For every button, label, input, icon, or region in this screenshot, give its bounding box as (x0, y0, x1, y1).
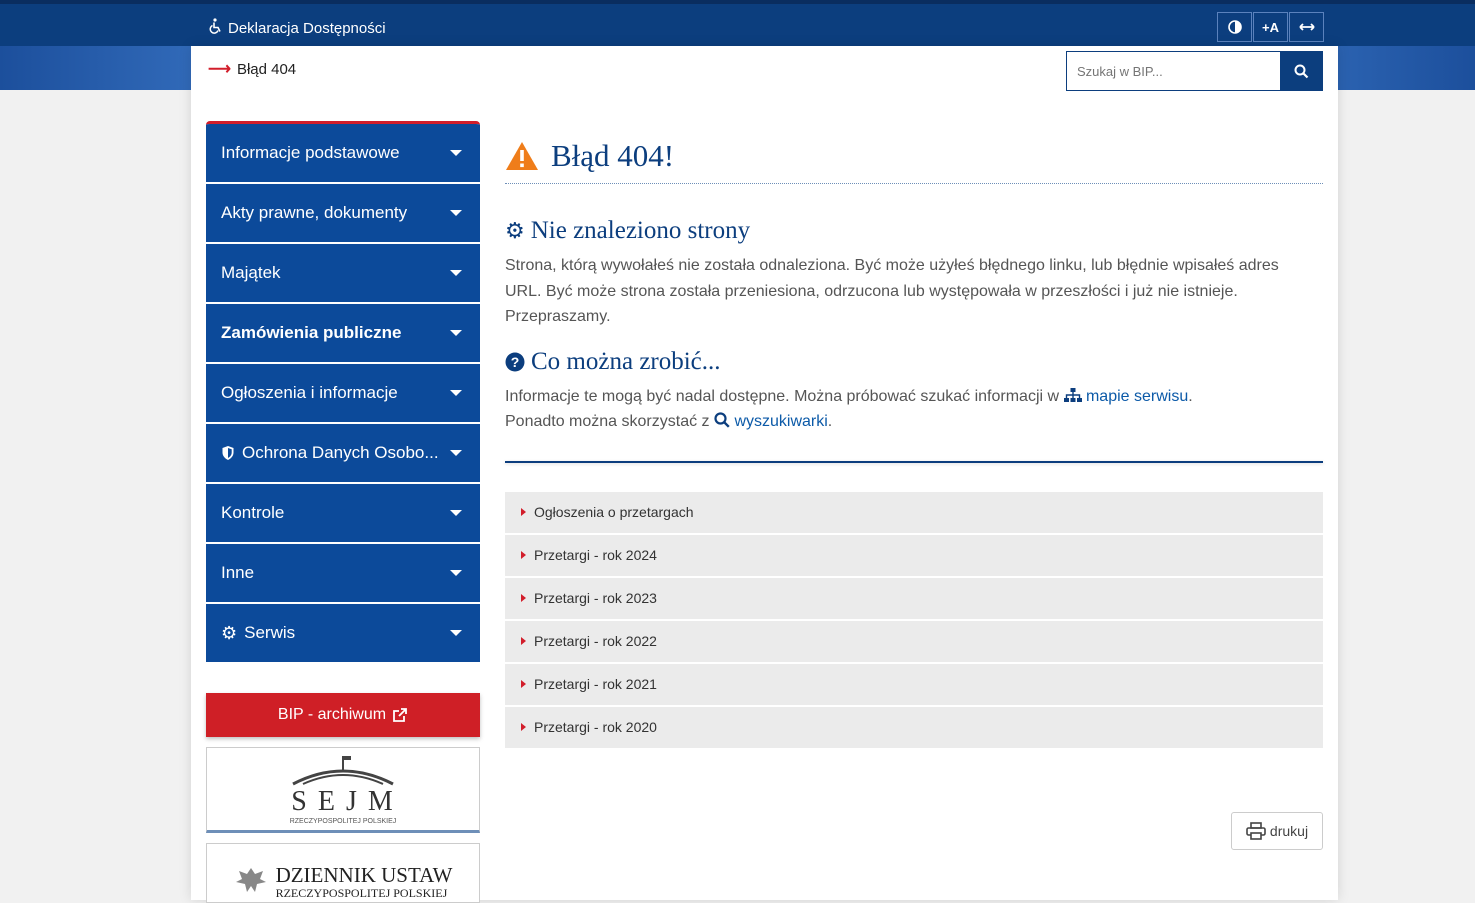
sidebar-item-label: Serwis (244, 623, 296, 642)
caret-down-icon (450, 150, 462, 156)
tender-links-list (505, 492, 1323, 748)
print-button[interactable] (1231, 812, 1323, 850)
search-button[interactable] (1280, 52, 1322, 90)
sejm-logo-link[interactable] (206, 747, 480, 833)
accessibility-declaration-link[interactable] (208, 18, 386, 38)
main-content (505, 128, 1323, 839)
sitemap-icon (1064, 388, 1082, 402)
search-engine-link[interactable]: wyszukiwarki (734, 413, 828, 430)
sejm-logo-subtitle: RZECZYPOSPOLITEJ POLSKIEJ (289, 817, 397, 825)
dziennik-ustaw-title: DZIENNIK USTAW (275, 863, 453, 887)
wide-layout-button[interactable] (1289, 12, 1324, 42)
sidebar-item-label: Akty prawne, dokumenty (221, 203, 408, 222)
content-divider (505, 461, 1323, 463)
list-item[interactable] (505, 707, 1323, 748)
dziennik-ustaw-logo-link[interactable] (206, 843, 480, 903)
gear-icon: ⚙ (505, 218, 525, 243)
sejm-logo-graphic (288, 754, 398, 788)
whattodo-text: Informacje te mogą być nadal dostępne. Można próbować szukać informacji w mapie serwisu. Ponadto można skorzystać z wyszukiwarki. (505, 387, 1193, 430)
notfound-heading (505, 217, 1323, 245)
caret-right-icon (521, 508, 526, 516)
caret-right-icon (521, 680, 526, 688)
sidebar-item-ogloszenia[interactable] (206, 364, 480, 424)
printer-icon (1246, 822, 1266, 840)
caret-right-icon (521, 594, 526, 602)
list-item[interactable] (505, 535, 1323, 576)
gear-icon: ⚙ (221, 622, 238, 643)
sitemap-link[interactable]: mapie serwisu (1085, 387, 1189, 405)
sidebar-item-informacje-podstawowe[interactable] (206, 124, 480, 184)
caret-down-icon (450, 210, 462, 216)
breadcrumb-current: Błąd 404 (236, 60, 297, 78)
caret-down-icon (450, 570, 462, 576)
list-item-label: Przetargi - rok 2022 (534, 633, 657, 649)
caret-down-icon (450, 450, 462, 456)
notfound-text: Strona, którą wywołałeś nie została odnaleziona. Być może użyłeś błędnego linku, lub błędnie wpisałeś adres URL. Być może strona została przeniesiona, odrzucona lub występowała w przeszłości i już nie istnieje. Przepraszamy. (505, 257, 1279, 325)
eagle-emblem-icon (234, 864, 268, 894)
caret-right-icon (521, 723, 526, 731)
font-size-button[interactable]: +A (1253, 12, 1288, 42)
sidebar-item-majatek[interactable] (206, 244, 480, 304)
arrows-horizontal-icon (1299, 22, 1315, 32)
list-item[interactable] (505, 578, 1323, 619)
accessibility-buttons (1217, 12, 1325, 42)
print-label: drukuj (1269, 823, 1309, 839)
caret-down-icon (450, 270, 462, 276)
list-item-label: Przetargi - rok 2023 (534, 590, 657, 606)
list-item[interactable] (505, 621, 1323, 662)
wheelchair-icon (208, 18, 224, 38)
svg-text:?: ? (510, 353, 520, 370)
search-icon (1294, 64, 1309, 79)
question-circle-icon (505, 352, 525, 372)
caret-down-icon (450, 630, 462, 636)
sejm-logo-title: S E J M (291, 785, 395, 817)
list-item-label: Przetargi - rok 2024 (534, 547, 657, 563)
caret-down-icon (450, 390, 462, 396)
sidebar-item-label: Ogłoszenia i informacje (221, 383, 398, 402)
bip-archive-label: BIP - archiwum (277, 706, 387, 723)
caret-down-icon (450, 510, 462, 516)
whattodo-text-line1: Informacje te mogą być nadal dostępne. Można próbować szukać informacji w (505, 387, 1060, 405)
sidebar-item-label: Ochrona Danych Osobo... (242, 443, 439, 462)
sidebar (206, 121, 480, 903)
warning-icon (505, 141, 539, 171)
sidebar-item-serwis[interactable] (206, 604, 480, 664)
breadcrumb (208, 59, 296, 79)
accessibility-declaration-label: Deklaracja Dostępności (228, 19, 386, 37)
sidebar-item-label: Kontrole (221, 503, 285, 522)
caret-right-icon (521, 551, 526, 559)
list-item[interactable] (505, 664, 1323, 705)
list-item-label: Ogłoszenia o przetargach (534, 504, 694, 520)
list-item-label: Przetargi - rok 2020 (534, 719, 657, 735)
notfound-heading-text: Nie znaleziono strony (530, 217, 751, 244)
sidebar-item-inne[interactable] (206, 544, 480, 604)
external-link-icon (392, 707, 408, 723)
sidebar-item-label: Informacje podstawowe (221, 143, 400, 162)
list-item-label: Przetargi - rok 2021 (534, 676, 657, 692)
contrast-button[interactable] (1217, 12, 1252, 42)
sidebar-item-akty-prawne[interactable] (206, 184, 480, 244)
shield-icon (221, 445, 235, 461)
sidebar-item-label: Inne (221, 563, 255, 582)
bip-archive-button[interactable] (206, 693, 480, 737)
search-form (1066, 51, 1323, 91)
list-item[interactable] (505, 492, 1323, 533)
arrow-right-icon: ⟶ (208, 61, 231, 78)
dziennik-ustaw-subtitle: RZECZYPOSPOLITEJ POLSKIEJ (275, 886, 448, 900)
sidebar-item-label-wrap (221, 623, 295, 644)
sidebar-menu (206, 121, 480, 664)
whattodo-heading-text: Co można zrobić... (531, 347, 721, 375)
sidebar-item-kontrole[interactable] (206, 484, 480, 544)
top-bar (0, 0, 1475, 46)
contrast-icon (1228, 20, 1242, 34)
sidebar-item-label: Majątek (221, 263, 281, 282)
sidebar-item-ochrona-danych[interactable] (206, 424, 480, 484)
caret-right-icon (521, 637, 526, 645)
sidebar-item-label-wrap (221, 443, 439, 463)
whattodo-heading (505, 348, 1323, 376)
search-input[interactable] (1067, 52, 1280, 90)
sidebar-item-zamowienia-publiczne[interactable] (206, 304, 480, 364)
search-icon (714, 412, 730, 428)
sidebar-item-label: Zamówienia publiczne (221, 323, 402, 342)
page-container (191, 46, 1338, 900)
whattodo-text-line2: Ponadto można skorzystać z (505, 413, 710, 430)
page-title-text: Błąd 404! (551, 137, 675, 173)
caret-down-icon (450, 330, 462, 336)
page-title (505, 128, 1323, 184)
